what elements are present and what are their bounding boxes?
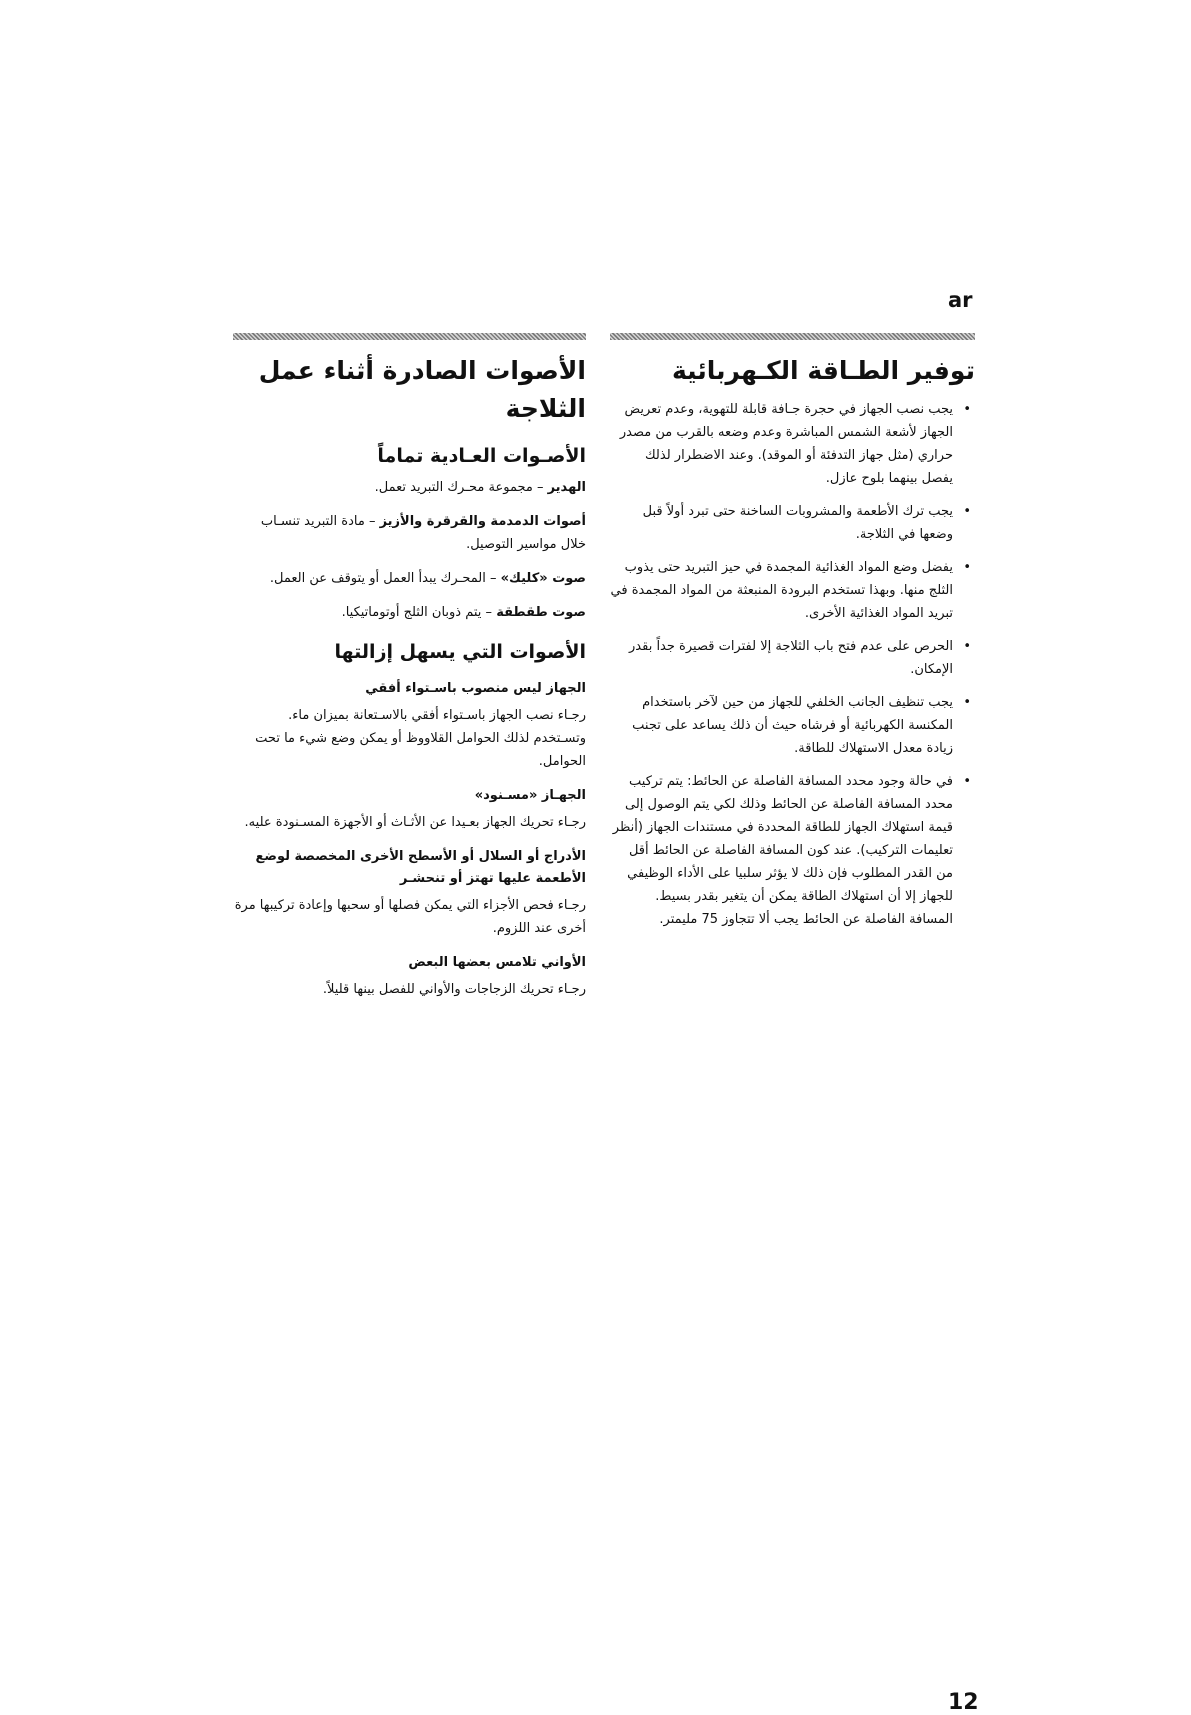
bullet-icon: • [963, 504, 971, 519]
list-item [610, 500, 975, 546]
bullet-icon: • [963, 639, 971, 654]
sound-term: صوت طقطقة [496, 605, 586, 620]
issue-text: رجـاء نصب الجهاز باسـتواء أفقي بالاسـتعانة بميزان ماء. وتسـتخدم لذلك الحوامل القلاووظ أو يمكن وضع شيء ما تحت الحوامل. [255, 708, 586, 769]
list-item [610, 635, 975, 681]
sound-description: – يتم ذوبان الثلج أوتوماتيكيا. [341, 605, 497, 620]
page-number: 12 [948, 1690, 979, 1715]
issue-subheading: الجهاز ليس منصوب باسـتواء أفقي [365, 681, 586, 696]
sound-description: – مجموعة محـرك التبريد تعمل. [374, 480, 548, 495]
normal-sound-item [233, 510, 586, 556]
normal-sound-item [233, 476, 586, 499]
issue-text: رجـاء تحريك الجهاز بعـيدا عن الأثـاث أو الأجهزة المسـنودة عليه. [244, 815, 586, 830]
list-item [610, 398, 975, 490]
bullet-icon: • [963, 560, 971, 575]
list-item-text: في حالة وجود محدد المسافة الفاصلة عن الحائط: يتم تركيب محدد المسافة الفاصلة عن الحائط وذلك لكي يتم الوصول إلى قيمة استهلاك الجهاز للطاقة المحددة في مستندات الجهاز (أنظر تعليمات التركيب). عند كون المسافة الفاصلة عن الحائط أقل من القدر المطلوب فإن ذلك لا يؤثر سلبيا على الأداء الوظيفي للجهاز إلا أن استهلاك الطاقة يمكن أن يتغير بقدر بسيط. المسافة الفاصلة عن الحائط يجب ألا تتجاوز 75 مليمتر. [612, 774, 953, 927]
list-item-text: يجب ترك الأطعمة والمشروبات الساخنة حتى تبرد أولاً قبل وضعها في الثلاجة. [642, 504, 953, 542]
sound-term: أصوات الدمدمة والقرقرة والأزيز [379, 514, 586, 529]
energy-saving-title: توفير الطـاقة الكـهربائية [672, 356, 975, 385]
sound-term: الهدير [547, 480, 586, 495]
energy-saving-list [610, 398, 975, 931]
bullet-icon: • [963, 695, 971, 710]
issue-subheading: الأدراج أو السلال أو الأسطح الأخرى المخصصة لوضع الأطعمة عليها تهتز أو تنحشـر [255, 849, 586, 886]
language-code: ar [948, 288, 973, 312]
sounds-title: الأصوات الصادرة أثناء عمل الثلاجة [258, 356, 586, 423]
issue-text: رجـاء تحريك الزجاجات والأواني للفصل بينها قليلاً. [322, 982, 586, 997]
list-item-text: يفضل وضع المواد الغذائية المجمدة في حيز التبريد حتى يذوب الثلج منها. وبهذا تستخدم البرودة المنبعثة من المواد المجمدة في تبريد المواد الغذائية الأخرى. [610, 560, 953, 621]
list-item-text: يجب تنظيف الجانب الخلفي للجهاز من حين لآخر باستخدام المكنسة الكهربائية أو فرشاه حيث أن ذلك يساعد على تجنب زيادة معدل الاستهلاك للطاقة. [632, 695, 953, 756]
list-item-text: يجب نصب الجهاز في حجرة جـافة قابلة للتهوية، وعدم تعريض الجهاز لأشعة الشمس المباشرة وعدم وضعه بالقرب من مصدر حراري (مثل جهاز التدفئة أو الموقد). وعند الاضطرار لذلك يفصل بينهما بلوح عازل. [619, 402, 953, 486]
energy-saving-section [610, 333, 975, 941]
sound-term: صوت «كليك» [500, 571, 586, 586]
section-divider-bar [233, 333, 586, 340]
issue-text: رجـاء فحص الأجزاء التي يمكن فصلها أو سحبها وإعادة تركيبها مرة أخرى عند اللزوم. [234, 898, 586, 936]
normal-sound-item [233, 601, 586, 624]
sound-description: – المحـرك يبدأ العمل أو يتوقف عن العمل. [269, 571, 501, 586]
removable-sounds-heading: الأصوات التي يسهل إزالتها [334, 641, 586, 663]
bullet-icon: • [963, 774, 971, 789]
list-item [610, 770, 975, 931]
section-divider-bar [610, 333, 975, 340]
list-item [610, 691, 975, 760]
sound-description: – مادة التبريد تنسـاب خلال مواسير التوصيل. [260, 514, 586, 552]
normal-sound-item [233, 567, 586, 590]
normal-sounds-heading: الأصـوات العـادية تماماً [377, 445, 586, 467]
list-item [610, 556, 975, 625]
issue-subheading: الجهـاز «مسـنود» [474, 788, 586, 803]
issue-subheading: الأواني تلامس بعضها البعض [408, 955, 586, 970]
sounds-section [233, 333, 586, 1012]
list-item-text: الحرص على عدم فتح باب الثلاجة إلا لفترات قصيرة جداً بقدر الإمكان. [629, 639, 953, 677]
bullet-icon: • [963, 402, 971, 417]
